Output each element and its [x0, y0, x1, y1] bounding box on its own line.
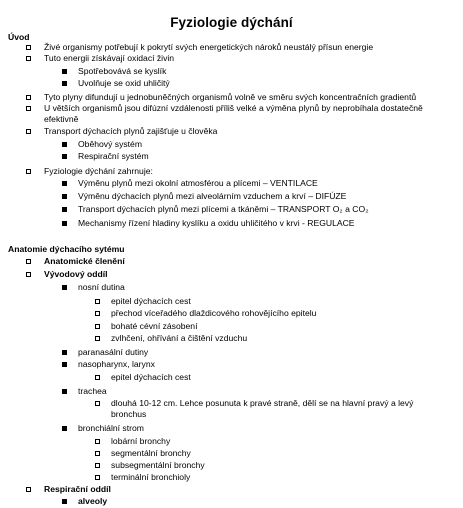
- intro-heading: Úvod: [8, 32, 30, 42]
- open-square-bullet-icon: [26, 487, 31, 492]
- open-square-bullet-icon: [26, 45, 31, 50]
- filled-square-bullet-icon: [62, 154, 67, 159]
- anatomy-heading: Anatomie dýchacího sytému: [8, 244, 125, 254]
- open-square-bullet-icon: [26, 95, 31, 100]
- page-title: Fyziologie dýchání: [170, 15, 293, 30]
- open-square-bullet-icon: [95, 336, 100, 341]
- open-square-bullet-icon: [26, 129, 31, 134]
- filled-square-bullet-icon: [62, 389, 67, 394]
- document-page: Fyziologie dýchání Úvod Živé organismy potřebují k pokrytí svých energetických nároků neustálý přísun energie Tuto energii získávají oxidací živin Spotřebovává se kyslík Uvolňuje se oxid uhličitý Tyto plyny difundují u jednobuněčných organismů volně ve směru svých koncentračních gradientů U větších organismů jsou difúzní vzdálenosti příliš velké a výměna plynů by neprobíhala dostatečně efektivně Transport dýchacích plynů zajišťuje u člověka Oběhový systém Respirační systém Fyziologie dýchání zahrnuje: Výměnu plynů mezi okolní atmosférou a plícemi – VENTILACE Výměnu dýchacích plynů mezi alveolárním vzduchem a krví – DIFÚZE Transport dýchacích plynů mezi plícemi a tkáněmi – TRANSPORT O₂ a CO₂ Mechanismy řízení hladiny kyslíku a oxidu uhličitého v krvi - REGULACE Anatomie dýchacího sytému Anatomické členění Vývodový oddíl nosní dutina epitel dýchacích cest přechod víceřadého dlaždicového rohovějícího epitelu bohaté cévní zásobení zvlhčení, ohřívání a čištění vzduchu paranasální dutiny nasopharynx, larynx epitel dýchacích cest trachea dlouhá 10-12 cm. Lehce posunuta k pravé straně, dělí se na hlavní pravý a levý bronchus bronchiální strom lobární bronchy segmentální bronchy subsegmentální bronchy terminální bronchioly Respirační oddíl alveoly: [0, 0, 463, 508]
- open-square-bullet-icon: [26, 56, 31, 61]
- filled-square-bullet-icon: [62, 285, 67, 290]
- filled-square-bullet-icon: [62, 207, 67, 212]
- open-square-bullet-icon: [95, 463, 100, 468]
- open-square-bullet-icon: [95, 311, 100, 316]
- open-square-bullet-icon: [95, 401, 100, 406]
- open-square-bullet-icon: [95, 299, 100, 304]
- filled-square-bullet-icon: [62, 81, 67, 86]
- filled-square-bullet-icon: [62, 142, 67, 147]
- filled-square-bullet-icon: [62, 350, 67, 355]
- filled-square-bullet-icon: [62, 194, 67, 199]
- filled-square-bullet-icon: [62, 499, 67, 504]
- open-square-bullet-icon: [26, 169, 31, 174]
- open-square-bullet-icon: [26, 106, 31, 111]
- open-square-bullet-icon: [95, 375, 100, 380]
- open-square-bullet-icon: [26, 272, 31, 277]
- open-square-bullet-icon: [26, 259, 31, 264]
- filled-square-bullet-icon: [62, 426, 67, 431]
- open-square-bullet-icon: [95, 451, 100, 456]
- filled-square-bullet-icon: [62, 181, 67, 186]
- filled-square-bullet-icon: [62, 69, 67, 74]
- open-square-bullet-icon: [95, 439, 100, 444]
- open-square-bullet-icon: [95, 324, 100, 329]
- filled-square-bullet-icon: [62, 362, 67, 367]
- filled-square-bullet-icon: [62, 221, 67, 226]
- open-square-bullet-icon: [95, 475, 100, 480]
